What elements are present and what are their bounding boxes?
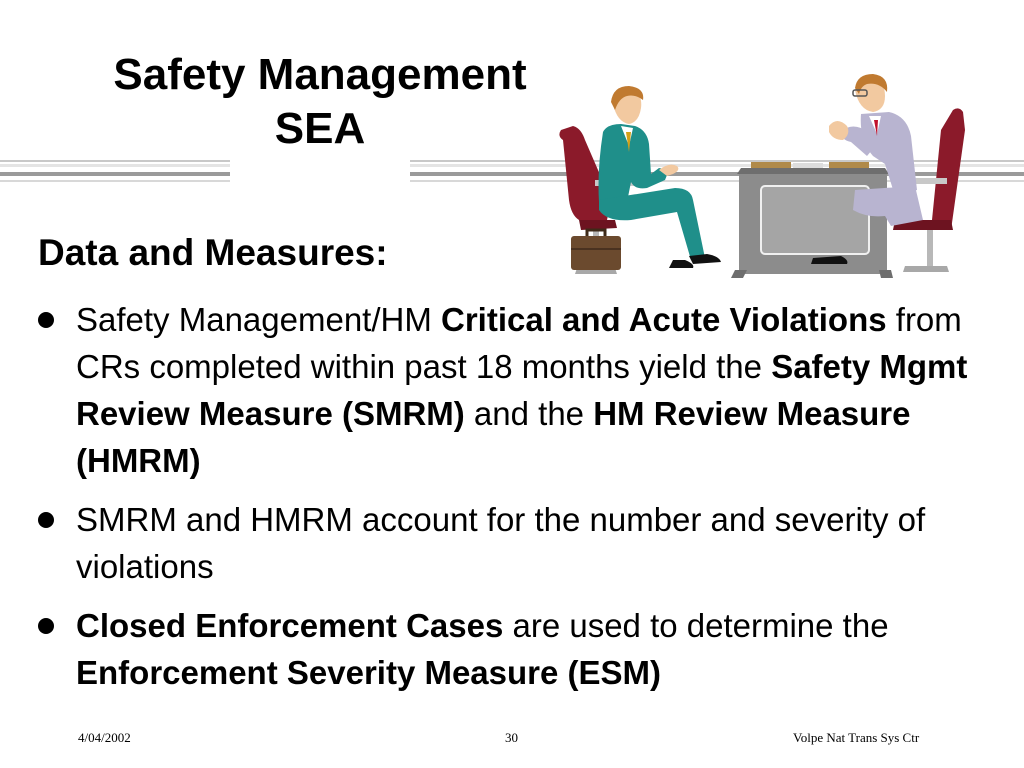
bullet-item [36,496,1011,590]
footer-page-number: 30 [505,730,518,745]
bullet-text: and the [464,395,594,432]
bullet-text: SMRM and HMRM account for the number and severity of violations [76,501,926,585]
desk-icon [731,162,893,278]
bullet-dot-icon [38,618,54,634]
bullet-text-bold: Safety Mgmt Review Measure (SMRM) [76,348,968,432]
briefcase-icon [571,230,621,270]
bullet-text: from CRs completed within past 18 months yield the [76,301,962,385]
bullet-dot-icon [38,512,54,528]
bullet-text-bold: HM Review Measure (HMRM) [76,395,911,479]
bullet-text-bold: Critical and Acute Violations [441,301,887,338]
bullet-item [36,602,1011,696]
bullet-text-bold: Enforcement Severity Measure (ESM) [76,654,662,691]
slide-title-line-1: Safety Management [113,50,527,99]
bullet-list [36,296,1011,708]
bullet-item [36,296,1011,484]
slide-title [60,48,580,156]
section-heading: Data and Measures: [38,232,388,273]
bullet-text-bold: Closed Enforcement Cases [76,607,504,644]
bullet-text: Safety Management/HM [76,301,441,338]
footer-organization: Volpe Nat Trans Sys Ctr [793,730,920,745]
business-meeting-clipart [555,70,975,285]
slide-title-line-2: SEA [274,104,366,153]
bullet-text: are used to determine the [503,607,889,644]
bullet-dot-icon [38,312,54,328]
footer-date: 4/04/2002 [78,730,131,745]
